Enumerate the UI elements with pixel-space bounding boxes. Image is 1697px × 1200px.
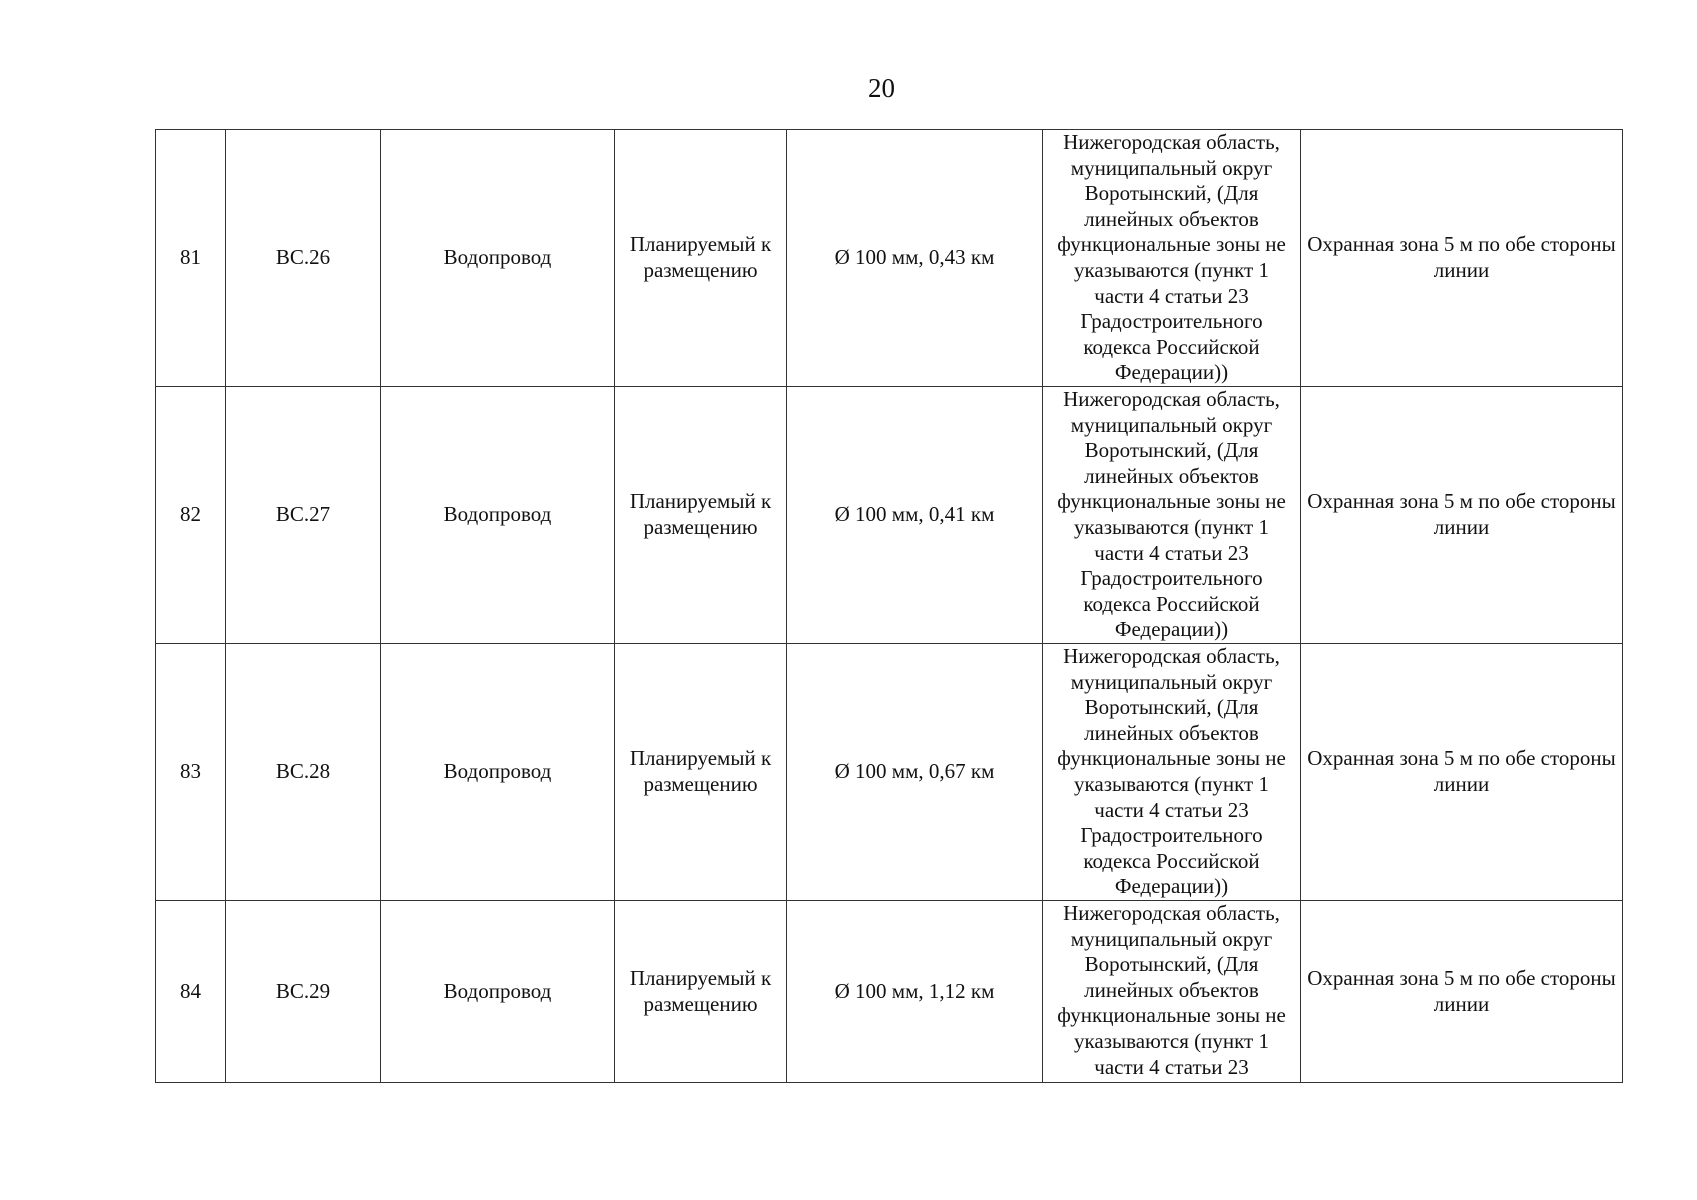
object-code: ВС.28 bbox=[226, 644, 381, 901]
object-name: Водопровод bbox=[381, 130, 615, 387]
object-location: Нижегородская область, муниципальный округ Воротынский, (Для линейных объектов функциональные зоны не указываются (пункт 1 части 4 статьи 23 Градостроительного кодекса Российской Федерации)) bbox=[1043, 644, 1301, 901]
object-parameters: Ø 100 мм, 1,12 км bbox=[787, 901, 1043, 1083]
row-number: 82 bbox=[156, 387, 226, 644]
object-location: Нижегородская область, муниципальный округ Воротынский, (Для линейных объектов функциональные зоны не указываются (пункт 1 части 4 статьи 23 Градостроительного кодекса Российской Федерации)) bbox=[1043, 130, 1301, 387]
object-parameters: Ø 100 мм, 0,41 км bbox=[787, 387, 1043, 644]
table-row bbox=[156, 901, 1623, 1083]
object-location: Нижегородская область, муниципальный округ Воротынский, (Для линейных объектов функциональные зоны не указываются (пункт 1 части 4 статьи 23 Градостроительного кодекса Российской Федерации)) bbox=[1043, 387, 1301, 644]
object-location: Нижегородская область, муниципальный округ Воротынский, (Для линейных объектов функциональные зоны не указываются (пункт 1 части 4 статьи 23 bbox=[1043, 901, 1301, 1083]
protection-zone: Охранная зона 5 м по обе стороны линии bbox=[1301, 644, 1623, 901]
protection-zone: Охранная зона 5 м по обе стороны линии bbox=[1301, 130, 1623, 387]
objects-table bbox=[155, 129, 1623, 1083]
object-status: Планируемый к размещению bbox=[615, 130, 787, 387]
object-parameters: Ø 100 мм, 0,67 км bbox=[787, 644, 1043, 901]
table-row bbox=[156, 130, 1623, 387]
protection-zone: Охранная зона 5 м по обе стороны линии bbox=[1301, 387, 1623, 644]
object-name: Водопровод bbox=[381, 901, 615, 1083]
row-number: 84 bbox=[156, 901, 226, 1083]
page-number: 20 bbox=[868, 73, 895, 103]
protection-zone: Охранная зона 5 м по обе стороны линии bbox=[1301, 901, 1623, 1083]
object-status: Планируемый к размещению bbox=[615, 901, 787, 1083]
table-row bbox=[156, 644, 1623, 901]
row-number: 83 bbox=[156, 644, 226, 901]
object-parameters: Ø 100 мм, 0,43 км bbox=[787, 130, 1043, 387]
object-name: Водопровод bbox=[381, 387, 615, 644]
object-status: Планируемый к размещению bbox=[615, 644, 787, 901]
object-code: ВС.27 bbox=[226, 387, 381, 644]
row-number: 81 bbox=[156, 130, 226, 387]
object-name: Водопровод bbox=[381, 644, 615, 901]
object-code: ВС.26 bbox=[226, 130, 381, 387]
table-row bbox=[156, 387, 1623, 644]
object-code: ВС.29 bbox=[226, 901, 381, 1083]
object-status: Планируемый к размещению bbox=[615, 387, 787, 644]
